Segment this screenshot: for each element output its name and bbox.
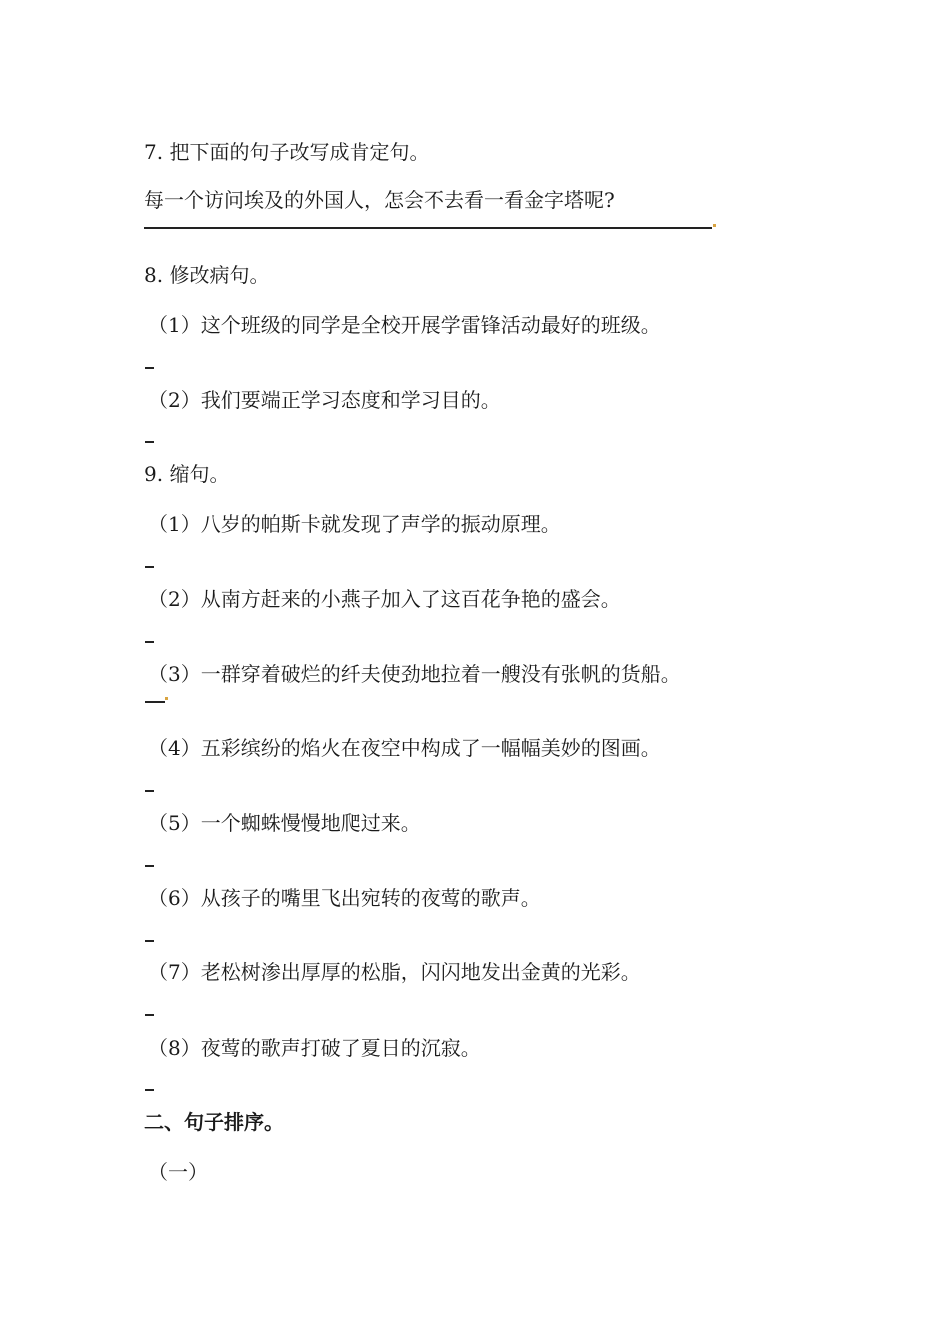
q7-title: 7. 把下面的句子改写成肯定句。 [144, 140, 430, 164]
q9-item-1: （1）八岁的帕斯卡就发现了声学的振动原理。 [148, 512, 561, 536]
section2-title: 二、句子排序。 [144, 1110, 284, 1134]
q9-item-2: （2）从南方赶来的小燕子加入了这百花争艳的盛会。 [148, 587, 621, 611]
q9-item-4: （4）五彩缤纷的焰火在夜空中构成了一幅幅美妙的图画。 [148, 736, 661, 760]
q9-item-3: （3）一群穿着破烂的纤夫使劲地拉着一艘没有张帆的货船。 [148, 662, 681, 686]
orange-mark [165, 697, 168, 700]
q9-answer-8[interactable] [145, 1089, 154, 1091]
q9-item-7: （7）老松树渗出厚厚的松脂，闪闪地发出金黄的光彩。 [148, 960, 641, 984]
q9-item-5: （5）一个蜘蛛慢慢地爬过来。 [148, 811, 421, 835]
q9-item-6: （6）从孩子的嘴里飞出宛转的夜莺的歌声。 [148, 886, 541, 910]
section2-sub: （一） [148, 1160, 208, 1184]
orange-mark [713, 224, 716, 227]
q9-answer-5[interactable] [145, 865, 154, 867]
q8-answer-1[interactable] [145, 367, 154, 369]
q8-item-1: （1）这个班级的同学是全校开展学雷锋活动最好的班级。 [148, 313, 661, 337]
q9-answer-6[interactable] [145, 940, 154, 942]
q8-title: 8. 修改病句。 [144, 263, 270, 287]
q9-answer-4[interactable] [145, 790, 154, 792]
q9-answer-7[interactable] [145, 1014, 154, 1016]
q9-title: 9. 缩句。 [144, 462, 230, 486]
q9-answer-1[interactable] [145, 566, 154, 568]
q9-answer-3[interactable] [145, 701, 165, 703]
q8-answer-2[interactable] [145, 441, 154, 443]
q9-answer-2[interactable] [145, 641, 154, 643]
q7-sentence: 每一个访问埃及的外国人，怎会不去看一看金字塔呢? [144, 188, 615, 212]
q9-item-8: （8）夜莺的歌声打破了夏日的沉寂。 [148, 1036, 481, 1060]
q8-item-2: （2）我们要端正学习态度和学习目的。 [148, 388, 501, 412]
q7-answer-line[interactable] [144, 227, 712, 229]
